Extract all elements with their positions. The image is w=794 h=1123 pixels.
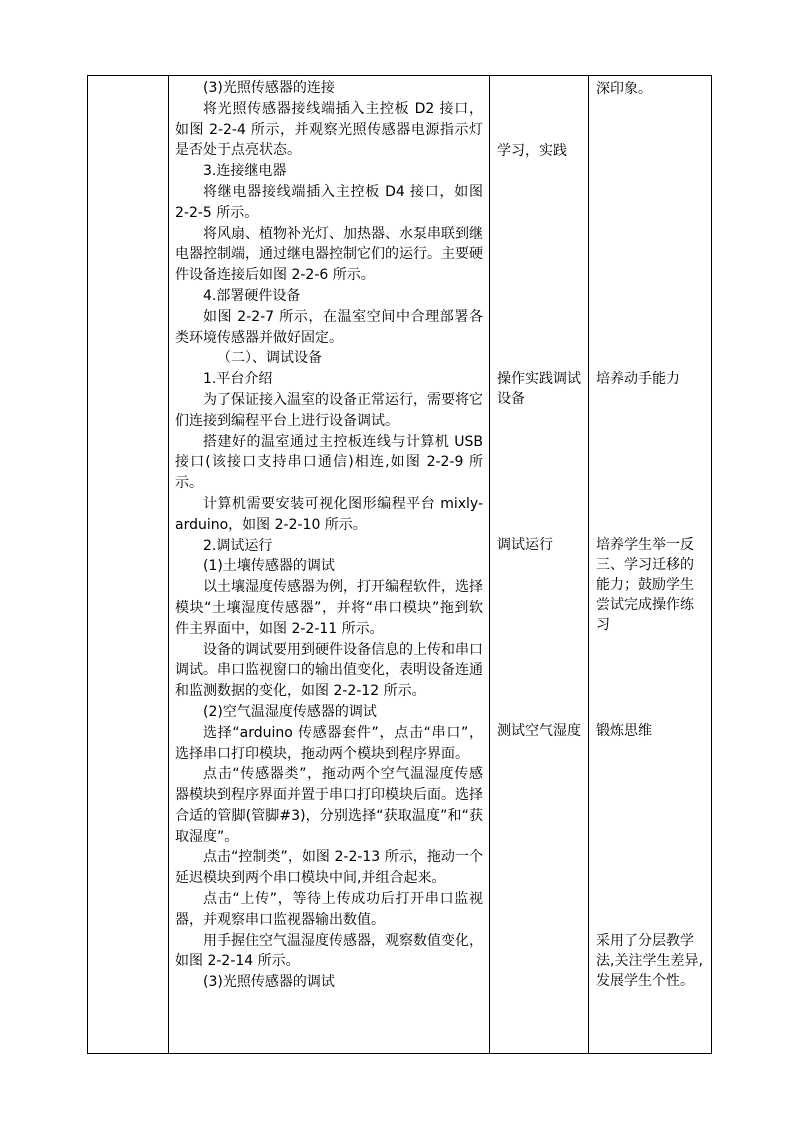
content-paragraph: 以土壤湿度传感器为例，打开编程软件，选择模块“土壤湿度传感器”，并将“串口模块”拖到软件主界面中，如图 2-2-11 所示。	[175, 579, 483, 637]
content-paragraph: 设备的调试要用到硬件设备信息的上传和串口调试。串口监视窗口的输出值变化，表明设备连通和监测数据的变化，如图 2-2-12 所示。	[175, 641, 483, 700]
student-activity-note: 调试运行	[497, 537, 553, 553]
content-paragraph: 如图 2-2-7 所示，在温室空间中合理部署各类环境传感器并做好固定。	[175, 308, 483, 346]
design-intent-note: 培养学生举一反三、学习迁移的能力；鼓励学生尝试完成操作练习	[596, 537, 694, 633]
student-activity-note: 测试空气湿度	[497, 723, 581, 739]
content-paragraph: 搭建好的温室通过主控板连线与计算机 USB 接口(该接口支持串口通信)相连,如图 2-2-9 所示。	[175, 433, 483, 492]
content-paragraph: 选择“arduino 传感器套件”，点击“串口”，选择串口打印模块，拖动两个模块到程序界面。	[175, 724, 483, 762]
content-paragraph: 用手握住空气温湿度传感器，观察数值变化，如图 2-2-14 所示。	[175, 932, 483, 970]
content-paragraph: 点击“传感器类”，拖动两个空气温湿度传感器模块到程序界面并置于串口打印模块后面。选择合适的管脚(管脚#3)，分别选择“获取温度”和“获取湿度”。	[175, 766, 483, 845]
content-paragraph: 3.连接继电器	[203, 163, 287, 180]
design-intent-cell	[589, 76, 712, 1054]
content-paragraph: 将风扇、植物补光灯、加热器、水泵串联到继电器控制端，通过继电器控制它们的运行。主要硬件设备连接后如图 2-2-6 所示。	[175, 225, 483, 284]
table-row	[88, 76, 712, 1054]
design-intent-note: 采用了分层教学法,关注学生差异,发展学生个性。	[596, 933, 703, 989]
content-paragraph: 将光照传感器接线端插入主控板 D2 接口，如图 2-2-4 所示，并观察光照传感器电源指示灯是否处于点亮状态。	[175, 100, 483, 159]
content-paragraph: 计算机需要安装可视化图形编程平台 mixly-arduino，如图 2-2-10 所示。	[175, 495, 483, 533]
content-paragraph: 将继电器接线端插入主控板 D4 接口，如图 2-2-5 所示。	[175, 183, 483, 221]
content-paragraph: 4.部署硬件设备	[203, 287, 301, 304]
blank-column-cell	[88, 76, 169, 1054]
content-paragraph: (3)光照传感器的连接	[203, 80, 335, 96]
student-activity-column	[490, 76, 588, 1053]
teaching-content	[169, 76, 489, 993]
design-intent-note: 深印象。	[596, 81, 652, 97]
student-activity-note: 学习，实践	[497, 143, 567, 159]
design-intent-note: 锻炼思维	[596, 723, 652, 739]
content-paragraph: 为了保证接入温室的设备正常运行，需要将它们连接到编程平台上进行设备调试。	[175, 391, 483, 429]
student-activity-cell	[490, 76, 589, 1054]
lesson-plan-table	[87, 75, 712, 1054]
design-intent-column	[589, 76, 711, 1053]
content-paragraph: 点击“上传”，等待上传成功后打开串口监视器，并观察串口监视器输出数值。	[175, 891, 483, 928]
content-paragraph: (2)空气温湿度传感器的调试	[203, 703, 377, 720]
content-paragraph: 点击“控制类”，如图 2-2-13 所示，拖动一个延迟模块到两个串口模块中间,并组合起来。	[175, 849, 483, 887]
content-paragraph: （二）、调试设备	[217, 350, 322, 367]
teaching-content-cell	[169, 76, 490, 1054]
student-activity-note: 操作实践调试设备	[497, 371, 581, 407]
content-paragraph: 1.平台介绍	[203, 371, 273, 388]
content-paragraph: 2.调试运行	[203, 537, 273, 554]
design-intent-note: 培养动手能力	[596, 371, 680, 387]
content-paragraph: (3)光照传感器的调试	[203, 974, 335, 991]
content-paragraph: (1)土壤传感器的调试	[203, 558, 335, 575]
